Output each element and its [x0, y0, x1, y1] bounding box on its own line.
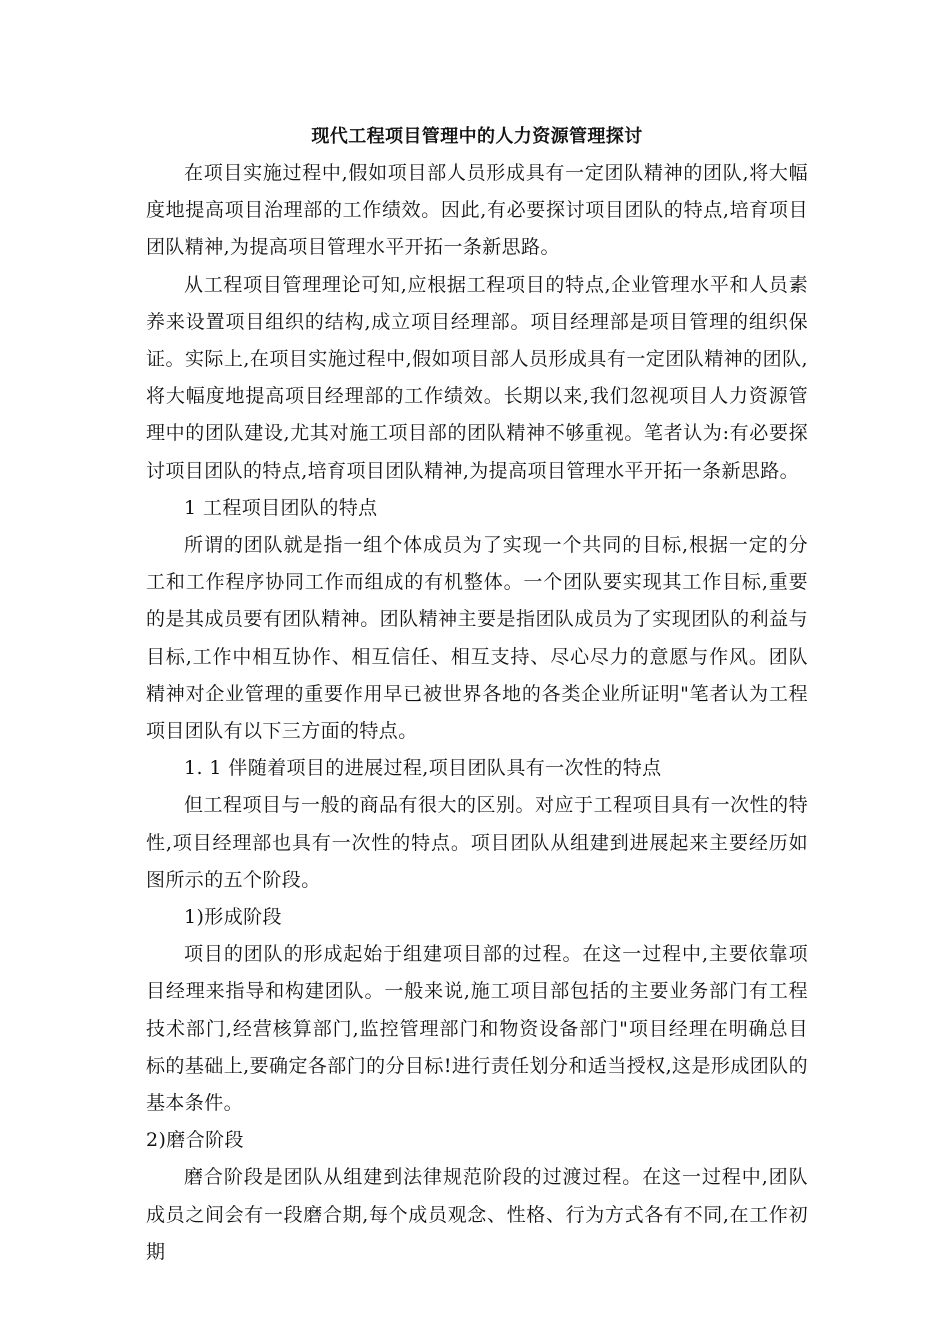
paragraph-team-definition: 所谓的团队就是指一组个体成员为了实现一个共同的目标,根据一定的分工和工作程序协同工作而组成的有机整体。一个团队要实现其工作目标,重要的是其成员要有团队精神。团队精神主要是指团队成员为了实现团队的利益与目标,工作中相互协作、相互信任、相互支持、尽心尽力的意愿与作风。团队精神对企业管理的重要作用早已被世界各地的各类企业所证明"笔者认为工程项目团队有以下三方面的特点。	[146, 534, 808, 743]
document-body	[146, 118, 808, 1271]
paragraph-forming-stage: 项目的团队的形成起始于组建项目部的过程。在这一过程中,主要依靠项目经理来指导和构建团队。一般来说,施工项目部包括的主要业务部门有工程技术部门,经营核算部门,监控管理部门和物资设备部门"项目经理在明确总目标的基础上,要确定各部门的分目标!进行责任划分和适当授权,这是形成团队的基本条件。	[146, 943, 808, 1115]
subheading-storming-stage: 2)磨合阶段	[146, 1129, 244, 1152]
subheading-forming-stage: 1)形成阶段	[184, 906, 282, 929]
paragraph-theory: 从工程项目管理理论可知,应根据工程项目的特点,企业管理水平和人员素养来设置项目组织的结构,成立项目经理部。项目经理部是项目管理的组织保证。实际上,在项目实施过程中,假如项目部人员形成具有一定团队精神的团队,将大幅度地提高项目经理部的工作绩效。长期以来,我们忽视项目人力资源管理中的团队建设,尤其对施工项目部的团队精神不够重视。笔者认为:有必要探讨项目团队的特点,培育项目团队精神,为提高项目管理水平开拓一条新思路。	[146, 273, 808, 482]
paragraph-one-time-nature: 但工程项目与一般的商品有很大的区别。对应于工程项目具有一次性的特性,项目经理部也具有一次性的特点。项目团队从组建到进展起来主要经历如图所示的五个阶段。	[146, 794, 808, 891]
paragraph-storming-stage: 磨合阶段是团队从组建到法律规范阶段的过渡过程。在这一过程中,团队成员之间会有一段磨合期,每个成员观念、性格、行为方式各有不同,在工作初期	[146, 1166, 808, 1263]
section-heading-1: 1 工程项目团队的特点	[184, 496, 378, 519]
section-heading-1-1: 1. 1 伴随着项目的进展过程,项目团队具有一次性的特点	[184, 757, 662, 780]
document-title: 现代工程项目管理中的人力资源管理探讨	[311, 126, 643, 147]
paragraph-intro: 在项目实施过程中,假如项目部人员形成具有一定团队精神的团队,将大幅度地提高项目治理部的工作绩效。因此,有必要探讨项目团队的特点,培育项目团队精神,为提高项目管理水平开拓一条新思路。	[146, 162, 808, 259]
